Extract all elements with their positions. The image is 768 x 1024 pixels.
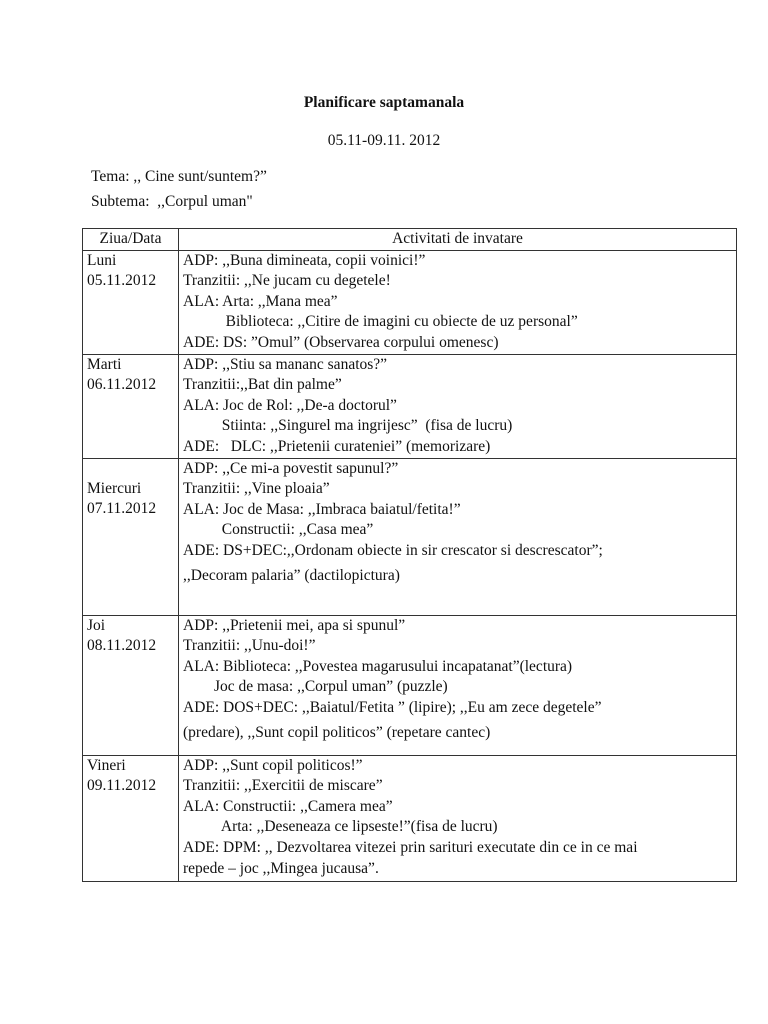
activities-cell (179, 250, 737, 354)
activity-line: Stiinta: ,,Singurel ma ingrijesc” (fisa de lucru) (183, 417, 513, 435)
activity-line: ADP: ,,Stiu sa mananc sanatos?” (183, 355, 388, 373)
activity-line: ALA: Joc de Rol: ,,De-a doctorul” (183, 396, 397, 414)
activity-line: ADP: ,,Buna dimineata, copii voinici!” (183, 251, 426, 269)
activity-line: Tranzitii:,,Bat din palme” (183, 376, 342, 394)
table-row (83, 755, 737, 881)
day-cell (83, 354, 179, 458)
activity-line: ALA: Joc de Masa: ,,Imbraca baiatul/fetita!” (183, 500, 461, 518)
activity-line: ,,Decoram palaria” (dactilopictura) (183, 566, 400, 584)
day-cell (83, 615, 179, 755)
header-activities: Activitati de invatare (179, 229, 737, 251)
activity-line: ALA: Constructii: ,,Camera mea” (183, 797, 393, 815)
day-name: Joi (87, 616, 106, 634)
table-header-row (83, 229, 737, 251)
table-row (83, 615, 737, 755)
activity-line: ALA: Arta: ,,Mana mea” (183, 292, 338, 310)
activity-line: Tranzitii: ,,Ne jucam cu degetele! (183, 272, 391, 290)
activity-line: Tranzitii: ,,Vine ploaia” (183, 480, 330, 498)
day-date: 07.11.2012 (87, 500, 157, 518)
activity-line: ADP: ,,Prietenii mei, apa si spunul” (183, 616, 406, 634)
activity-line: (predare), ,,Sunt copil politicos” (repetare cantec) (183, 723, 491, 741)
activity-line: repede – joc ,,Mingea jucausa”. (183, 859, 379, 877)
activities-cell (179, 615, 737, 755)
activity-line: ALA: Biblioteca: ,,Povestea magarusului incapatanat”(lectura) (183, 657, 573, 675)
activity-line: ADE: DLC: ,,Prietenii curateniei” (memorizare) (183, 437, 491, 455)
activities-cell (179, 354, 737, 458)
activity-line: ADP: ,,Ce mi-a povestit sapunul?” (183, 459, 399, 477)
activity-line: Arta: ,,Deseneaza ce lipseste!”(fisa de lucru) (183, 818, 498, 836)
planning-table (82, 228, 737, 882)
table-row (83, 458, 737, 615)
tema-line: Tema: ,, Cine sunt/suntem?” (91, 168, 267, 185)
day-cell (83, 250, 179, 354)
header-day-date: Ziua/Data (83, 229, 179, 251)
document-title: Planificare saptamanala (303, 94, 465, 111)
activity-line: ADE: DS+DEC:,,Ordonam obiecte in sir crescator si descrescator”; (183, 541, 603, 559)
table-row (83, 354, 737, 458)
day-date: 08.11.2012 (87, 637, 157, 655)
activity-line: Tranzitii: ,,Exercitii de miscare” (183, 777, 383, 795)
document-dates: 05.11-09.11. 2012 (327, 132, 441, 149)
day-date: 09.11.2012 (87, 777, 157, 795)
day-cell (83, 755, 179, 881)
activity-line: ADE: DOS+DEC: ,,Baiatul/Fetita ” (lipire); ,,Eu am zece degetele” (183, 698, 602, 716)
activity-line: Tranzitii: ,,Unu-doi!” (183, 637, 316, 655)
activity-line: Joc de masa: ,,Corpul uman” (puzzle) (183, 678, 448, 696)
activities-cell (179, 458, 737, 615)
activity-line: ADE: DS: ”Omul” (Observarea corpului omenesc) (183, 333, 499, 351)
day-name: Vineri (87, 756, 126, 774)
activity-line: Constructii: ,,Casa mea” (183, 521, 374, 539)
day-name: Miercuri (87, 479, 142, 497)
activity-line: ADP: ,,Sunt copil politicos!” (183, 756, 363, 774)
day-name: Marti (87, 355, 122, 373)
activities-cell (179, 755, 737, 881)
activity-line: ADE: DPM: ,, Dezvoltarea vitezei prin sarituri executate din ce in ce mai (183, 838, 638, 856)
day-cell (83, 458, 179, 615)
day-name: Luni (87, 251, 117, 269)
day-date: 05.11.2012 (87, 272, 157, 290)
subtema-line: Subtema: ,,Corpul uman" (91, 193, 253, 210)
activity-line: Biblioteca: ,,Citire de imagini cu obiecte de uz personal” (183, 313, 578, 331)
table-row (83, 250, 737, 354)
day-date: 06.11.2012 (87, 376, 157, 394)
